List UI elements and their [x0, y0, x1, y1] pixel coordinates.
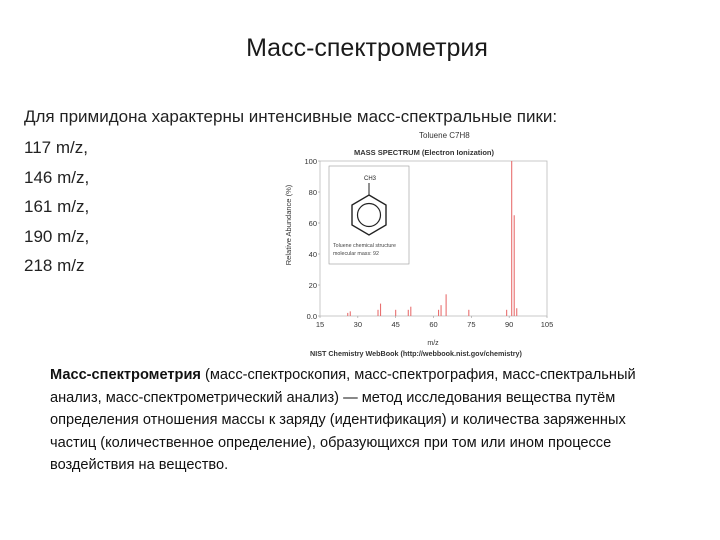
x-tick-label: 75	[467, 320, 476, 329]
y-tick-label: 80	[308, 188, 317, 197]
y-tick-label: 40	[308, 250, 317, 259]
peak-item: 146 m/z,	[24, 167, 90, 187]
x-tick-label: 30	[353, 320, 363, 329]
x-tick-label: 45	[391, 320, 400, 329]
peak-item: 218 m/z	[24, 256, 85, 275]
spectrum-title: MASS SPECTRUM (Electron Ionization)	[354, 148, 495, 157]
inset-label-mass: molecular mass: 92	[333, 251, 379, 257]
y-tick-label: 60	[308, 219, 317, 228]
x-ticks	[316, 316, 553, 329]
y-tick-label: 20	[308, 281, 317, 290]
x-tick-label: 15	[315, 320, 325, 329]
mass-spectrum-chart	[278, 128, 563, 358]
intro-text: Для примидона характерны интенсивные масс-спектральные пики:	[24, 107, 558, 126]
peak-item: 190 m/z,	[24, 226, 90, 246]
methyl-label: CH3	[364, 176, 377, 182]
inset-label-structure: Toluene chemical structure	[333, 243, 397, 249]
y-tick-label: 100	[304, 157, 317, 166]
x-axis-label: m/z	[427, 340, 439, 347]
structure-inset	[329, 166, 409, 264]
definition-paragraph	[50, 364, 650, 477]
x-tick-label: 90	[504, 320, 514, 329]
x-tick-label: 60	[429, 320, 438, 329]
y-ticks	[304, 157, 320, 321]
source-credit: NIST Chemistry WebBook (http://webbook.nist.gov/chemistry)	[310, 349, 522, 358]
mass-spectrum-figure	[278, 128, 563, 358]
slide-title: Масс-спектрометрия	[246, 34, 488, 62]
compound-title: Toluene C7H8	[419, 131, 470, 140]
peak-list	[24, 133, 89, 281]
peak-item: 117 m/z,	[24, 138, 88, 157]
x-tick-label: 105	[540, 320, 554, 329]
peak-item: 161 m/z,	[24, 197, 90, 216]
definition-text: (масс-спектроскопия, масс-спектрография, масс-спектральный анализ, масс-спектрометрический анализ) — метод исследования вещества путём определения отношения массы к заряду (идентификация) и количества заряженных частиц (количественное определение), образующихся при том или ином процессе воздействия на вещество.	[50, 367, 636, 473]
y-tick-label: 0.0	[306, 312, 317, 321]
y-axis-label: Relative Abundance (%)	[284, 184, 293, 266]
definition-term: Масс-спектрометрия	[50, 367, 201, 383]
